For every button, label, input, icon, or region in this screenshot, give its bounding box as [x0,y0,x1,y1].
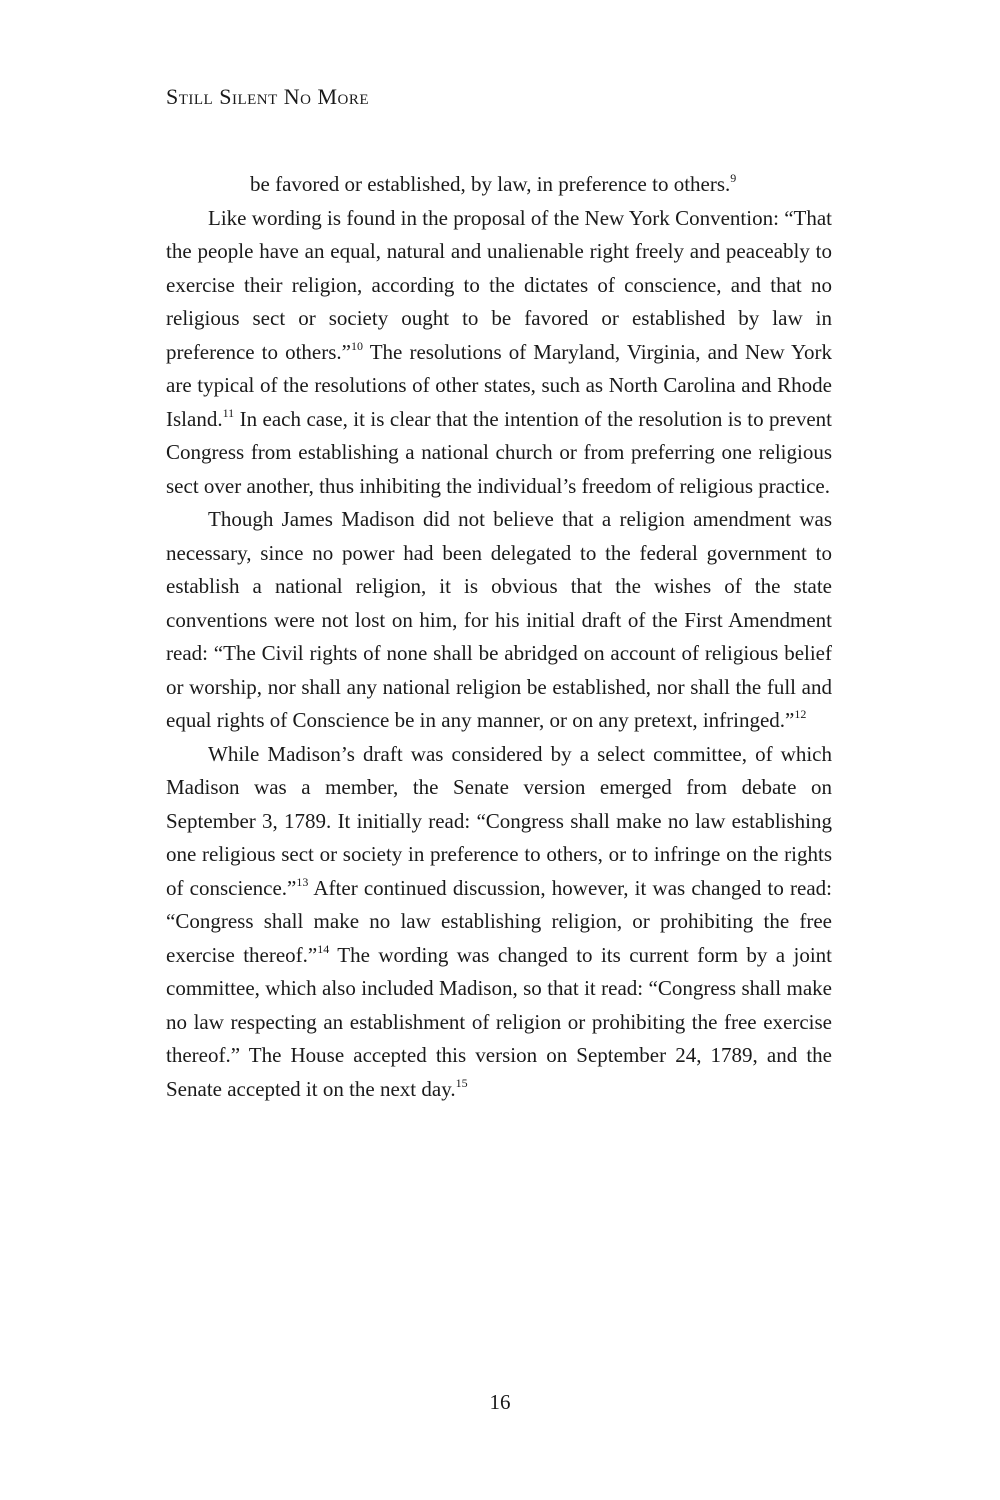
quote-sentence: be favored or established, by law, in preference to others. [250,172,731,196]
paragraph-text: After continued discussion, however, it was changed to read: “Congress shall make no law establishing religion, or prohibiting the free exercise thereof.” [166,875,832,967]
paragraph-text: Though James Madison did not believe that a religion amendment was necessary, since no power had been delegated to the federal government to establish a national religion, it is obvious that the wishes of the state conventions were not lost on him, for his initial draft of the First Amendment read: “The Civil rights of none shall be abridged on account of religious belief or worship, nor shall any national religion be established, nor shall the full and equal rights of Conscience be in any manner, or on any pretext, infringed.” [166,507,832,732]
footnote-ref-9: 9 [730,171,737,185]
footnote-ref-11: 11 [222,405,235,420]
paragraph-text: In each case, it is clear that the intention of the resolution is to prevent Congress from establishing a national church or from preferring one religious sect over another, thus inhibiting the individual’s freedom of religious practice. [166,406,832,498]
paragraph-text: The wording was changed to its current form by a joint committee, which also included Madison, so that it read: “Congress shall make no law respecting an establishment of religion or prohibiting the free exercise thereof.” The House accepted this version on September 24, 1789, and the Senate accepted it on the next day. [166,942,832,1101]
footnote-ref-12: 12 [794,707,807,721]
quote-text [250,168,750,202]
footnote-ref-10: 10 [351,338,363,353]
page-number: 16 [489,1390,511,1414]
page-body [166,168,832,1106]
paragraph-text: The resolutions of Maryland, Virginia, and New York are typical of the resolutions of other states, such as North Carolina and Rhode Island. [166,339,833,431]
footnote-ref-14: 14 [317,941,330,956]
paragraph-madison-draft [166,503,832,738]
paragraph-new-york-convention [166,202,832,504]
paragraph-text: Like wording is found in the proposal of the New York Convention: “That the people have an equal, natural and unalienable right freely and peaceably to exercise their religion, according to the dictates of conscience, and that no religious sect or society ought to be favored or established by law in preference to others.” [166,205,832,364]
block-quote [250,168,750,202]
footnote-ref-15: 15 [455,1075,468,1090]
paragraph-senate-version [166,738,832,1107]
running-head: Still Silent No More [166,84,370,109]
paragraph-text: While Madison’s draft was considered by a select committee, of which Madison was a member, the Senate version emerged from debate on September 3, 1789. It initially read: “Congress shall make no law establishing one religious sect or society in preference to others, or to infringe on the rights of conscience.” [166,741,832,900]
footnote-ref-13: 13 [296,874,309,889]
